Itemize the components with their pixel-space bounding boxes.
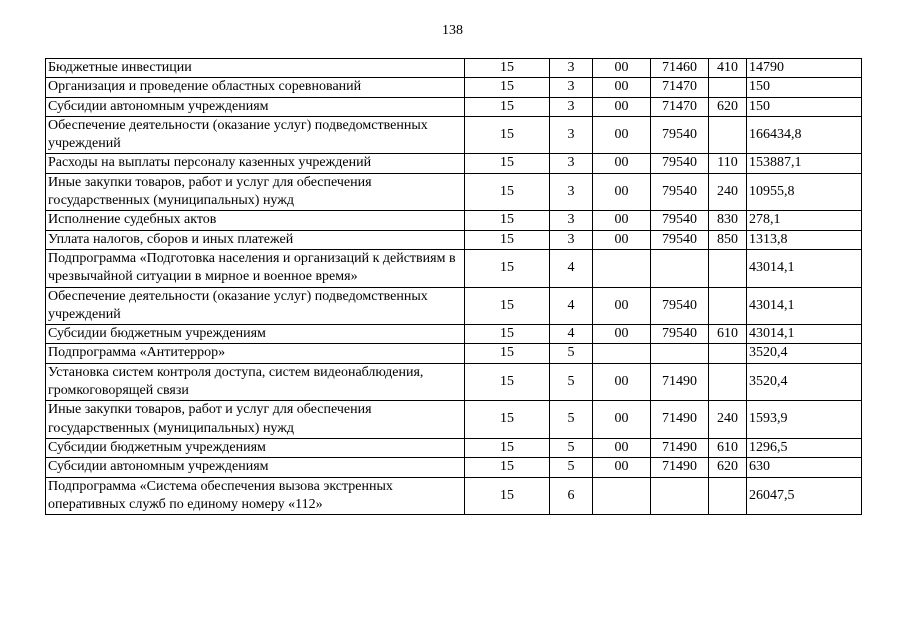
program-cell: 00 [593,211,651,230]
expense-name-cell: Подпрограмма «Система обеспечения вызова экстренных оперативных служб по единому номеру «112» [46,477,465,515]
program-cell: 00 [593,154,651,173]
amount-cell: 3520,4 [747,363,862,401]
program-cell: 00 [593,287,651,325]
target-code-cell: 79540 [651,325,709,344]
subsection-cell: 3 [550,230,593,249]
program-cell: 00 [593,173,651,211]
expense-name-cell: Исполнение судебных актов [46,211,465,230]
expense-name-cell: Установка систем контроля доступа, систем видеонаблюдения, громкоговорящей связи [46,363,465,401]
section-cell: 15 [465,59,550,78]
program-cell: 00 [593,325,651,344]
program-cell: 00 [593,363,651,401]
subsection-cell: 4 [550,249,593,287]
section-cell: 15 [465,97,550,116]
subsection-cell: 3 [550,173,593,211]
expense-name-cell: Иные закупки товаров, работ и услуг для обеспечения государственных (муниципальных) нужд [46,173,465,211]
target-code-cell: 71460 [651,59,709,78]
expense-type-cell [709,78,747,97]
target-code-cell: 79540 [651,154,709,173]
expense-type-cell [709,363,747,401]
amount-cell: 3520,4 [747,344,862,363]
expense-type-cell: 850 [709,230,747,249]
program-cell [593,249,651,287]
expense-name-cell: Уплата налогов, сборов и иных платежей [46,230,465,249]
section-cell: 15 [465,249,550,287]
target-code-cell: 79540 [651,116,709,154]
section-cell: 15 [465,477,550,515]
section-cell: 15 [465,325,550,344]
target-code-cell: 71490 [651,458,709,477]
target-code-cell: 79540 [651,287,709,325]
expense-type-cell: 620 [709,97,747,116]
subsection-cell: 3 [550,154,593,173]
subsection-cell: 6 [550,477,593,515]
expense-type-cell: 110 [709,154,747,173]
table-row [46,230,862,249]
table-row [46,116,862,154]
subsection-cell: 4 [550,287,593,325]
amount-cell: 278,1 [747,211,862,230]
section-cell: 15 [465,78,550,97]
subsection-cell: 4 [550,325,593,344]
expense-type-cell: 830 [709,211,747,230]
section-cell: 15 [465,230,550,249]
program-cell: 00 [593,401,651,439]
amount-cell: 1313,8 [747,230,862,249]
subsection-cell: 3 [550,211,593,230]
table-row [46,97,862,116]
target-code-cell [651,249,709,287]
subsection-cell: 5 [550,401,593,439]
section-cell: 15 [465,287,550,325]
amount-cell: 630 [747,458,862,477]
table-row [46,211,862,230]
program-cell: 00 [593,458,651,477]
target-code-cell: 71470 [651,78,709,97]
expense-type-cell: 610 [709,325,747,344]
target-code-cell [651,344,709,363]
subsection-cell: 5 [550,363,593,401]
expense-type-cell [709,249,747,287]
target-code-cell: 79540 [651,173,709,211]
subsection-cell: 3 [550,59,593,78]
amount-cell: 10955,8 [747,173,862,211]
table-row [46,477,862,515]
expense-type-cell: 620 [709,458,747,477]
amount-cell: 26047,5 [747,477,862,515]
amount-cell: 150 [747,97,862,116]
amount-cell: 43014,1 [747,249,862,287]
expense-type-cell [709,477,747,515]
table-row [46,287,862,325]
table-row [46,325,862,344]
page-number: 138 [442,23,463,38]
section-cell: 15 [465,438,550,457]
target-code-cell: 71490 [651,401,709,439]
table-body [46,59,862,515]
section-cell: 15 [465,211,550,230]
expense-type-cell [709,344,747,363]
program-cell: 00 [593,230,651,249]
program-cell [593,344,651,363]
expense-name-cell: Расходы на выплаты персоналу казенных учреждений [46,154,465,173]
expense-type-cell [709,287,747,325]
amount-cell: 14790 [747,59,862,78]
amount-cell: 43014,1 [747,325,862,344]
program-cell: 00 [593,116,651,154]
section-cell: 15 [465,401,550,439]
table-row [46,363,862,401]
expense-type-cell: 240 [709,173,747,211]
target-code-cell: 71470 [651,97,709,116]
table-row [46,59,862,78]
expense-type-cell: 610 [709,438,747,457]
expense-name-cell: Бюджетные инвестиции [46,59,465,78]
expense-name-cell: Организация и проведение областных соревнований [46,78,465,97]
section-cell: 15 [465,116,550,154]
program-cell [593,477,651,515]
target-code-cell: 71490 [651,363,709,401]
target-code-cell [651,477,709,515]
expense-name-cell: Подпрограмма «Антитеррор» [46,344,465,363]
amount-cell: 153887,1 [747,154,862,173]
table-row [46,154,862,173]
amount-cell: 150 [747,78,862,97]
expense-name-cell: Субсидии автономным учреждениям [46,458,465,477]
table-row [46,438,862,457]
subsection-cell: 3 [550,97,593,116]
subsection-cell: 5 [550,458,593,477]
expense-name-cell: Субсидии бюджетным учреждениям [46,325,465,344]
table-row [46,344,862,363]
section-cell: 15 [465,363,550,401]
expense-name-cell: Иные закупки товаров, работ и услуг для обеспечения государственных (муниципальных) нужд [46,401,465,439]
section-cell: 15 [465,344,550,363]
section-cell: 15 [465,154,550,173]
amount-cell: 1593,9 [747,401,862,439]
section-cell: 15 [465,173,550,211]
subsection-cell: 3 [550,78,593,97]
expense-name-cell: Субсидии бюджетным учреждениям [46,438,465,457]
amount-cell: 1296,5 [747,438,862,457]
expense-name-cell: Обеспечение деятельности (оказание услуг) подведомственных учреждений [46,287,465,325]
expense-type-cell [709,116,747,154]
program-cell: 00 [593,438,651,457]
program-cell: 00 [593,97,651,116]
expense-name-cell: Субсидии автономным учреждениям [46,97,465,116]
subsection-cell: 5 [550,344,593,363]
section-cell: 15 [465,458,550,477]
expense-name-cell: Обеспечение деятельности (оказание услуг) подведомственных учреждений [46,116,465,154]
program-cell: 00 [593,59,651,78]
program-cell: 00 [593,78,651,97]
target-code-cell: 71490 [651,438,709,457]
expense-type-cell: 410 [709,59,747,78]
expense-name-cell: Подпрограмма «Подготовка населения и организаций к действиям в чрезвычайной ситуации в мирное и военное время» [46,249,465,287]
table-row [46,401,862,439]
expense-type-cell: 240 [709,401,747,439]
subsection-cell: 3 [550,116,593,154]
budget-table [45,58,862,515]
table-row [46,458,862,477]
target-code-cell: 79540 [651,211,709,230]
table-row [46,173,862,211]
target-code-cell: 79540 [651,230,709,249]
amount-cell: 43014,1 [747,287,862,325]
table-row [46,78,862,97]
table-row [46,249,862,287]
amount-cell: 166434,8 [747,116,862,154]
subsection-cell: 5 [550,438,593,457]
